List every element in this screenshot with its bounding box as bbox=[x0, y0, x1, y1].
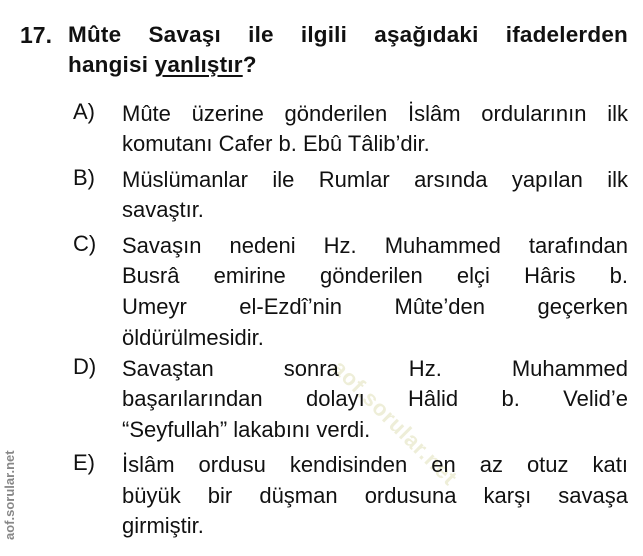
option-d-line: “Seyfullah” lakabını verdi. bbox=[122, 417, 371, 442]
question-number: 17. bbox=[20, 22, 52, 48]
option-c-line: öldürülmesidir. bbox=[122, 325, 264, 350]
question-mark: ? bbox=[242, 52, 257, 77]
option-b-line: Müslümanlar ile Rumlar arsında yapılan ilk bbox=[122, 167, 628, 192]
option-c-line: Umeyr el-Ezdî’nin Mûte’den geçerken bbox=[122, 294, 628, 319]
option-a-line: Mûte üzerine gönderilen İslâm ordularının ilk bbox=[122, 101, 628, 126]
option-c-line: Savaşın nedeni Hz. Muhammed tarafından bbox=[122, 233, 628, 258]
emphasis-wrong: yanlıştır bbox=[154, 52, 243, 77]
option-e-line: büyük bir düşman ordusuna karşı savaşa bbox=[122, 483, 628, 508]
question-line-1: Mûte Savaşı ile ilgili aşağıdaki ifadelerden bbox=[68, 22, 628, 47]
side-watermark: aof.sorular.net bbox=[2, 450, 17, 540]
option-letter-d[interactable]: D) bbox=[73, 354, 97, 379]
option-d-line: başarılarından dolayı Hâlid b. Velid’e bbox=[122, 386, 628, 411]
question-text: hangisi bbox=[68, 52, 155, 77]
option-letter-e[interactable]: E) bbox=[73, 450, 95, 475]
option-e-line: girmiştir. bbox=[122, 513, 204, 538]
option-b-line: savaştır. bbox=[122, 197, 204, 222]
option-a-line: komutanı Cafer b. Ebû Tâlib’dir. bbox=[122, 131, 430, 156]
option-letter-c[interactable]: C) bbox=[73, 231, 97, 256]
question-line-2 bbox=[68, 52, 628, 78]
option-e-line: İslâm ordusu kendisinden en az otuz katı bbox=[122, 452, 628, 477]
option-c-line: Busrâ emirine gönderilen elçi Hâris b. bbox=[122, 263, 628, 288]
option-letter-b[interactable]: B) bbox=[73, 165, 95, 190]
watermark: aof.sorular.net bbox=[327, 355, 463, 491]
option-letter-a[interactable]: A) bbox=[73, 99, 95, 124]
option-d-line: Savaştan sonra Hz. Muhammed bbox=[122, 356, 628, 381]
